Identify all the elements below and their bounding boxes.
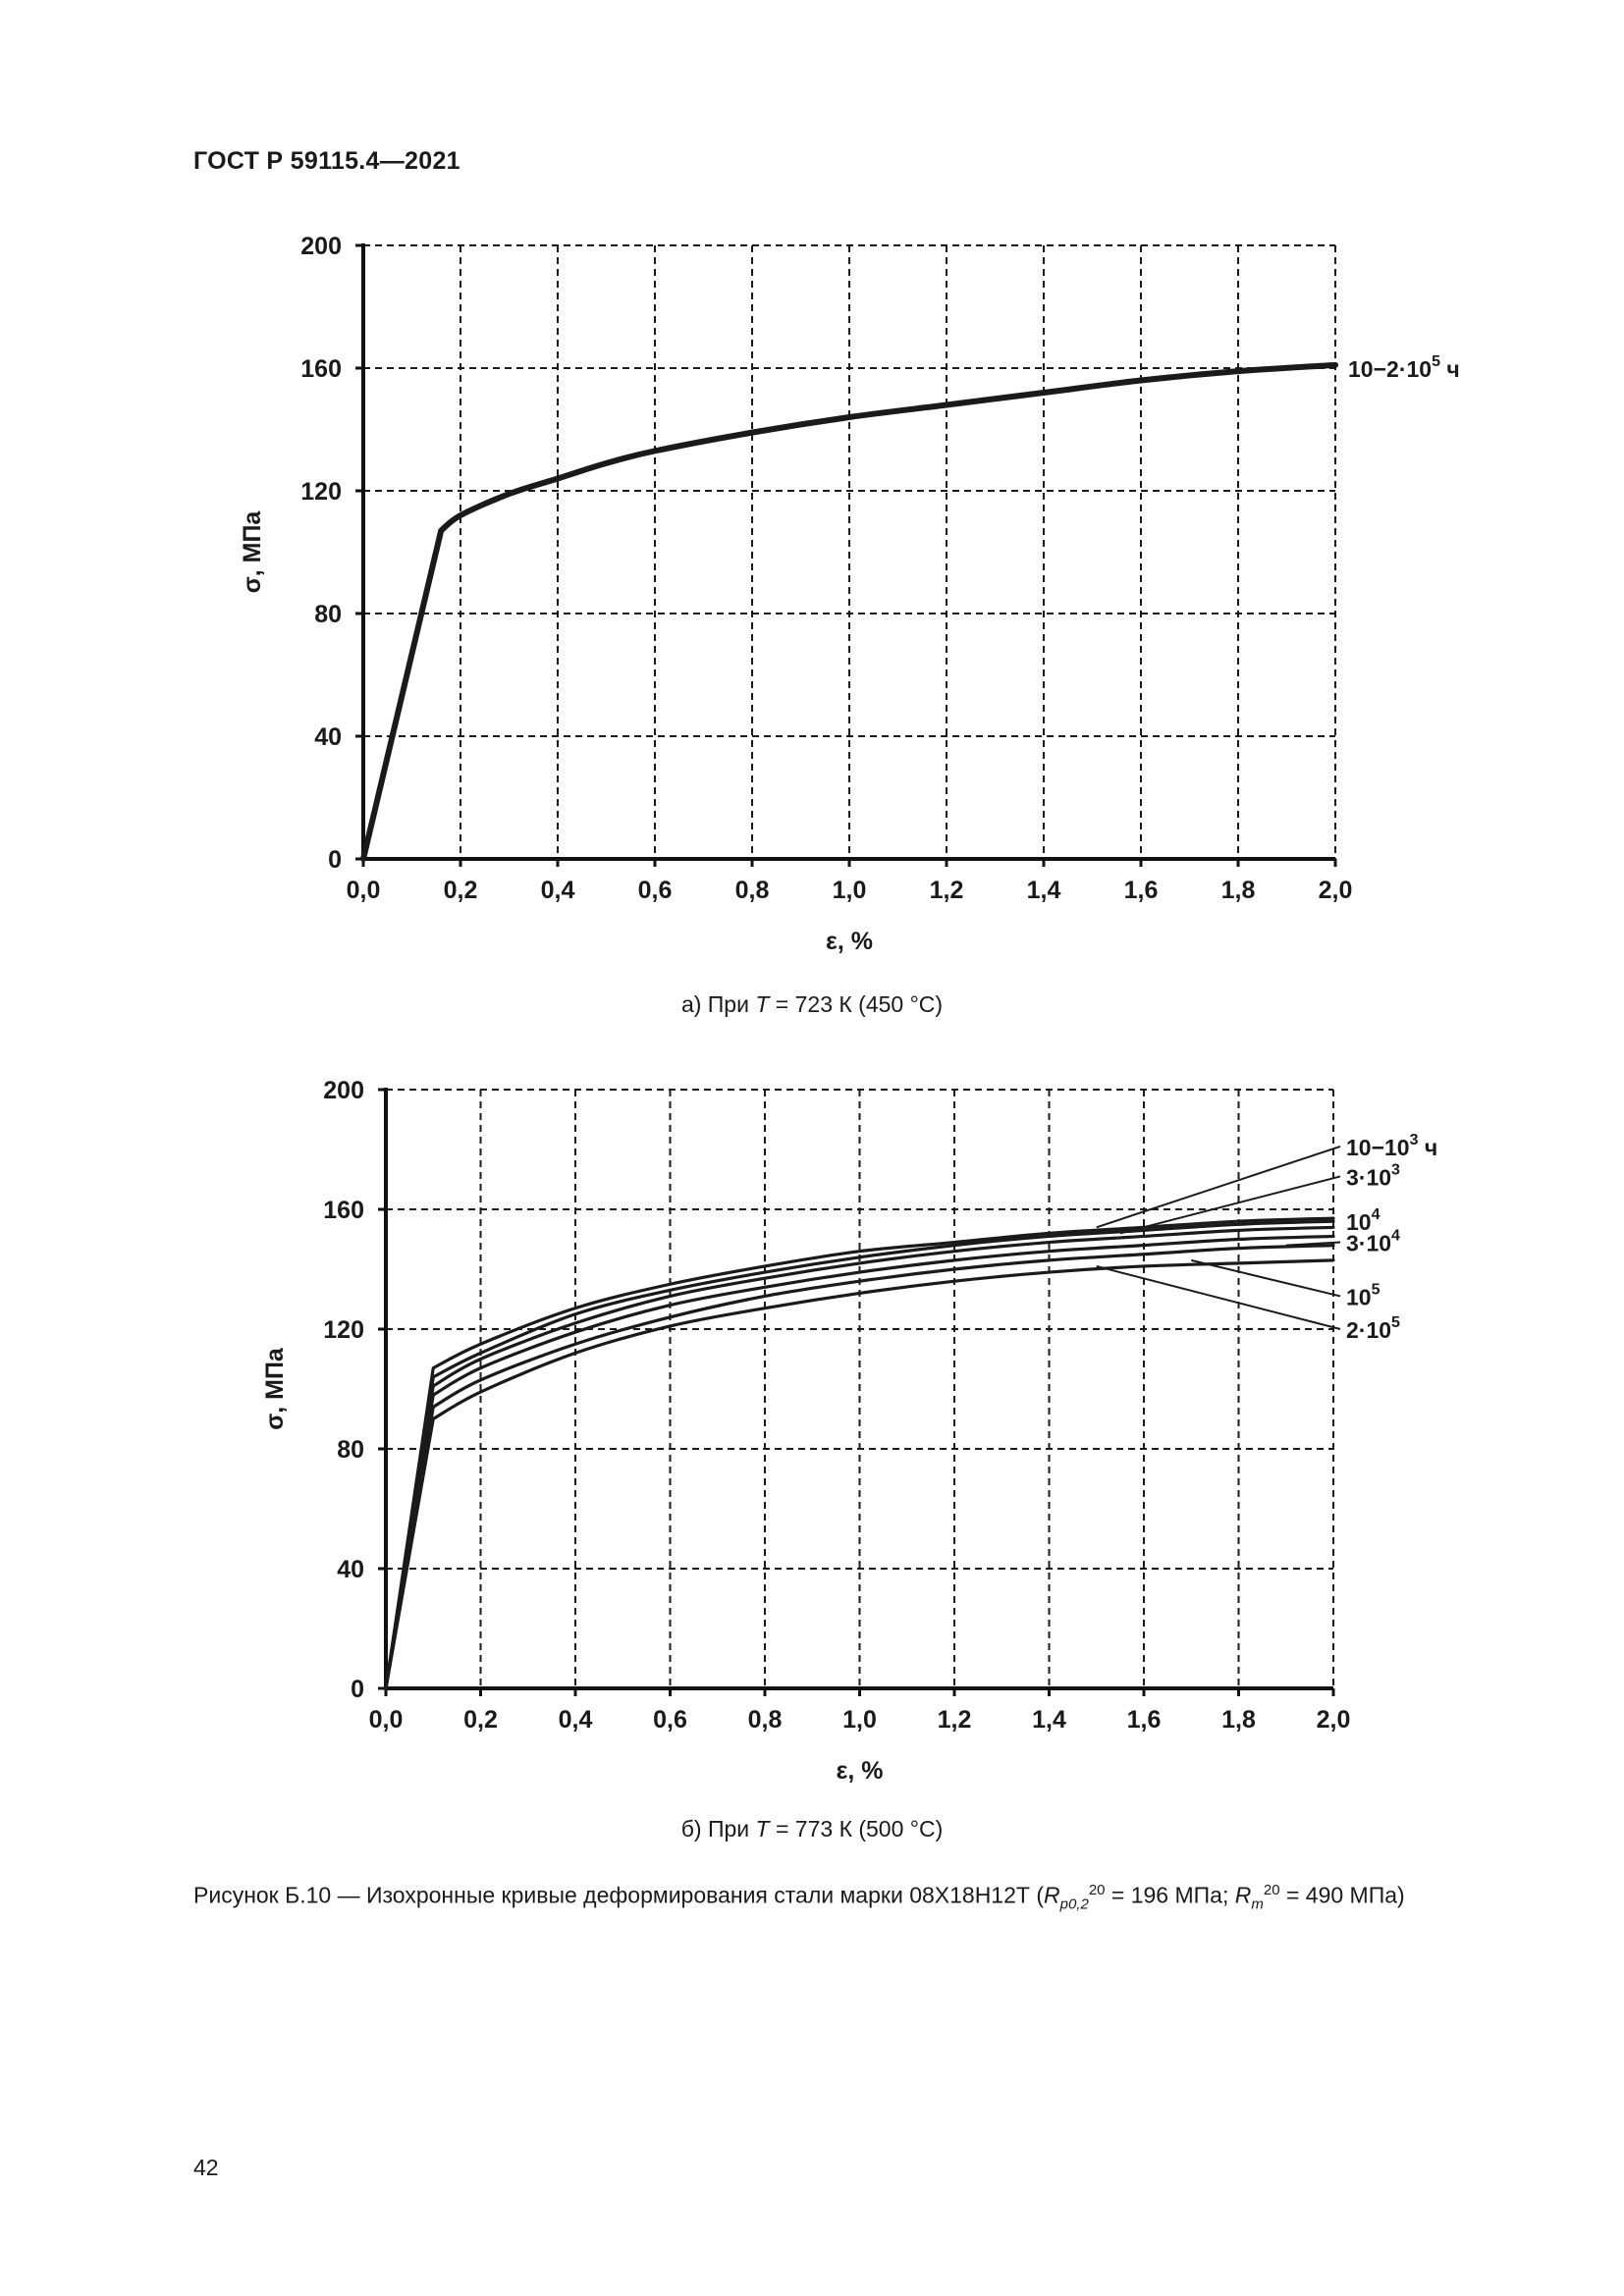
x-tick-label: 1,4 bbox=[1026, 877, 1061, 904]
x-tick-label: 0,2 bbox=[443, 877, 478, 904]
caption-b-suffix: = 773 К (500 °С) bbox=[769, 1816, 944, 1842]
x-tick-label: 1,2 bbox=[929, 877, 964, 904]
rp-superscript: 20 bbox=[1088, 1882, 1106, 1898]
x-tick-label: 2,0 bbox=[1316, 1706, 1351, 1734]
chart-a-caption bbox=[0, 991, 1624, 1018]
chart-b-isochronous-curves bbox=[0, 1055, 1624, 1831]
y-tick-label: 200 bbox=[323, 1077, 364, 1104]
y-tick-label: 80 bbox=[314, 601, 342, 628]
y-tick-label: 0 bbox=[351, 1676, 364, 1703]
y-tick-label: 0 bbox=[328, 846, 342, 874]
x-tick-label: 0,0 bbox=[346, 877, 381, 904]
chart-b-caption bbox=[0, 1816, 1624, 1842]
series-label-exponent: 4 bbox=[1391, 1227, 1400, 1245]
x-tick-label: 1,4 bbox=[1032, 1706, 1066, 1734]
y-tick-label: 120 bbox=[323, 1316, 364, 1344]
x-tick-label: 0,4 bbox=[558, 1706, 593, 1734]
rp-value: = 196 МПа; bbox=[1105, 1882, 1235, 1908]
series-label-exponent: 3 bbox=[1391, 1161, 1400, 1179]
y-tick-label: 200 bbox=[300, 233, 342, 260]
series-line-b-0 bbox=[386, 1218, 1333, 1688]
x-tick-label: 2,0 bbox=[1318, 877, 1353, 904]
series-label-base: 3·10 bbox=[1346, 1164, 1392, 1191]
series-label bbox=[1348, 353, 1460, 382]
series-label-exponent: 5 bbox=[1432, 353, 1440, 370]
x-axis-label: ε, % bbox=[836, 1757, 884, 1785]
y-tick-label: 120 bbox=[300, 478, 342, 506]
series-label-unit: ч bbox=[1418, 1134, 1438, 1160]
series-label-exponent: 5 bbox=[1371, 1281, 1380, 1299]
y-tick-label: 80 bbox=[337, 1436, 364, 1464]
page-number: 42 bbox=[193, 2155, 219, 2180]
x-axis-label: ε, % bbox=[826, 928, 873, 955]
series-label bbox=[1346, 1132, 1437, 1160]
rm-symbol: R bbox=[1234, 1882, 1252, 1908]
x-tick-label: 0,6 bbox=[637, 877, 673, 904]
x-tick-label: 1,0 bbox=[832, 877, 867, 904]
series-label bbox=[1346, 1281, 1380, 1309]
series-label bbox=[1346, 1314, 1400, 1343]
y-axis-label: σ, МПа bbox=[261, 1348, 289, 1430]
rp-subscript: p0,2 bbox=[1059, 1896, 1089, 1913]
series-label-base: 10−2·10 bbox=[1348, 356, 1433, 382]
x-tick-label: 0,6 bbox=[653, 1706, 687, 1734]
series-label bbox=[1346, 1228, 1400, 1256]
x-tick-label: 1,6 bbox=[1126, 1706, 1162, 1734]
series-label-base: 2·10 bbox=[1346, 1317, 1392, 1343]
series-leader-line bbox=[1191, 1260, 1340, 1297]
rm-superscript: 20 bbox=[1263, 1882, 1280, 1898]
x-tick-label: 1,8 bbox=[1220, 877, 1256, 904]
y-tick-label: 40 bbox=[314, 723, 342, 751]
caption-a-suffix: = 723 К (450 °С) bbox=[769, 991, 944, 1017]
x-tick-label: 0,8 bbox=[734, 877, 770, 904]
y-axis-label: σ, МПа bbox=[239, 510, 266, 594]
y-tick-label: 160 bbox=[323, 1197, 364, 1224]
grid bbox=[363, 245, 1335, 859]
series-label-exponent: 4 bbox=[1371, 1206, 1380, 1224]
rm-value: = 490 МПа) bbox=[1279, 1882, 1405, 1908]
caption-a-prefix: а) При bbox=[680, 991, 756, 1017]
series-label-exponent: 3 bbox=[1409, 1131, 1419, 1148]
series-leader-line bbox=[1097, 1266, 1340, 1329]
figure-caption bbox=[193, 1882, 1405, 1912]
grid bbox=[386, 1090, 1333, 1688]
series-label bbox=[1346, 1161, 1400, 1190]
y-tick-label: 40 bbox=[337, 1556, 364, 1583]
x-tick-label: 1,2 bbox=[937, 1706, 972, 1734]
x-tick-label: 0,8 bbox=[747, 1706, 783, 1734]
y-tick-label: 160 bbox=[300, 355, 342, 383]
rp-symbol: R bbox=[1044, 1882, 1060, 1908]
x-tick-label: 0,4 bbox=[540, 877, 575, 904]
caption-b-prefix: б) При bbox=[680, 1816, 756, 1842]
series-label-base: 10 bbox=[1346, 1284, 1372, 1310]
x-tick-label: 0,2 bbox=[463, 1706, 498, 1734]
series-label-exponent: 5 bbox=[1391, 1314, 1400, 1331]
series-label-base: 3·10 bbox=[1346, 1230, 1392, 1256]
caption-a-var: T bbox=[755, 991, 770, 1017]
x-tick-label: 0,0 bbox=[368, 1706, 404, 1734]
x-tick-label: 1,6 bbox=[1123, 877, 1159, 904]
series-label-unit: ч bbox=[1439, 356, 1460, 382]
x-tick-label: 1,0 bbox=[842, 1706, 877, 1734]
x-tick-label: 1,8 bbox=[1221, 1706, 1256, 1734]
document-code: ГОСТ Р 59115.4—2021 bbox=[193, 147, 460, 175]
series-label-base: 10−10 bbox=[1346, 1134, 1410, 1160]
rm-subscript: m bbox=[1251, 1896, 1264, 1913]
series-label-base: 10 bbox=[1346, 1209, 1372, 1236]
caption-b-var: T bbox=[755, 1816, 770, 1842]
figure-caption-lead: Рисунок Б.10 — Изохронные кривые деформирования стали марки 08Х18Н12Т ( bbox=[193, 1882, 1044, 1908]
chart-a-isochronous-curve bbox=[0, 211, 1624, 987]
series-leader-line bbox=[1097, 1147, 1340, 1227]
